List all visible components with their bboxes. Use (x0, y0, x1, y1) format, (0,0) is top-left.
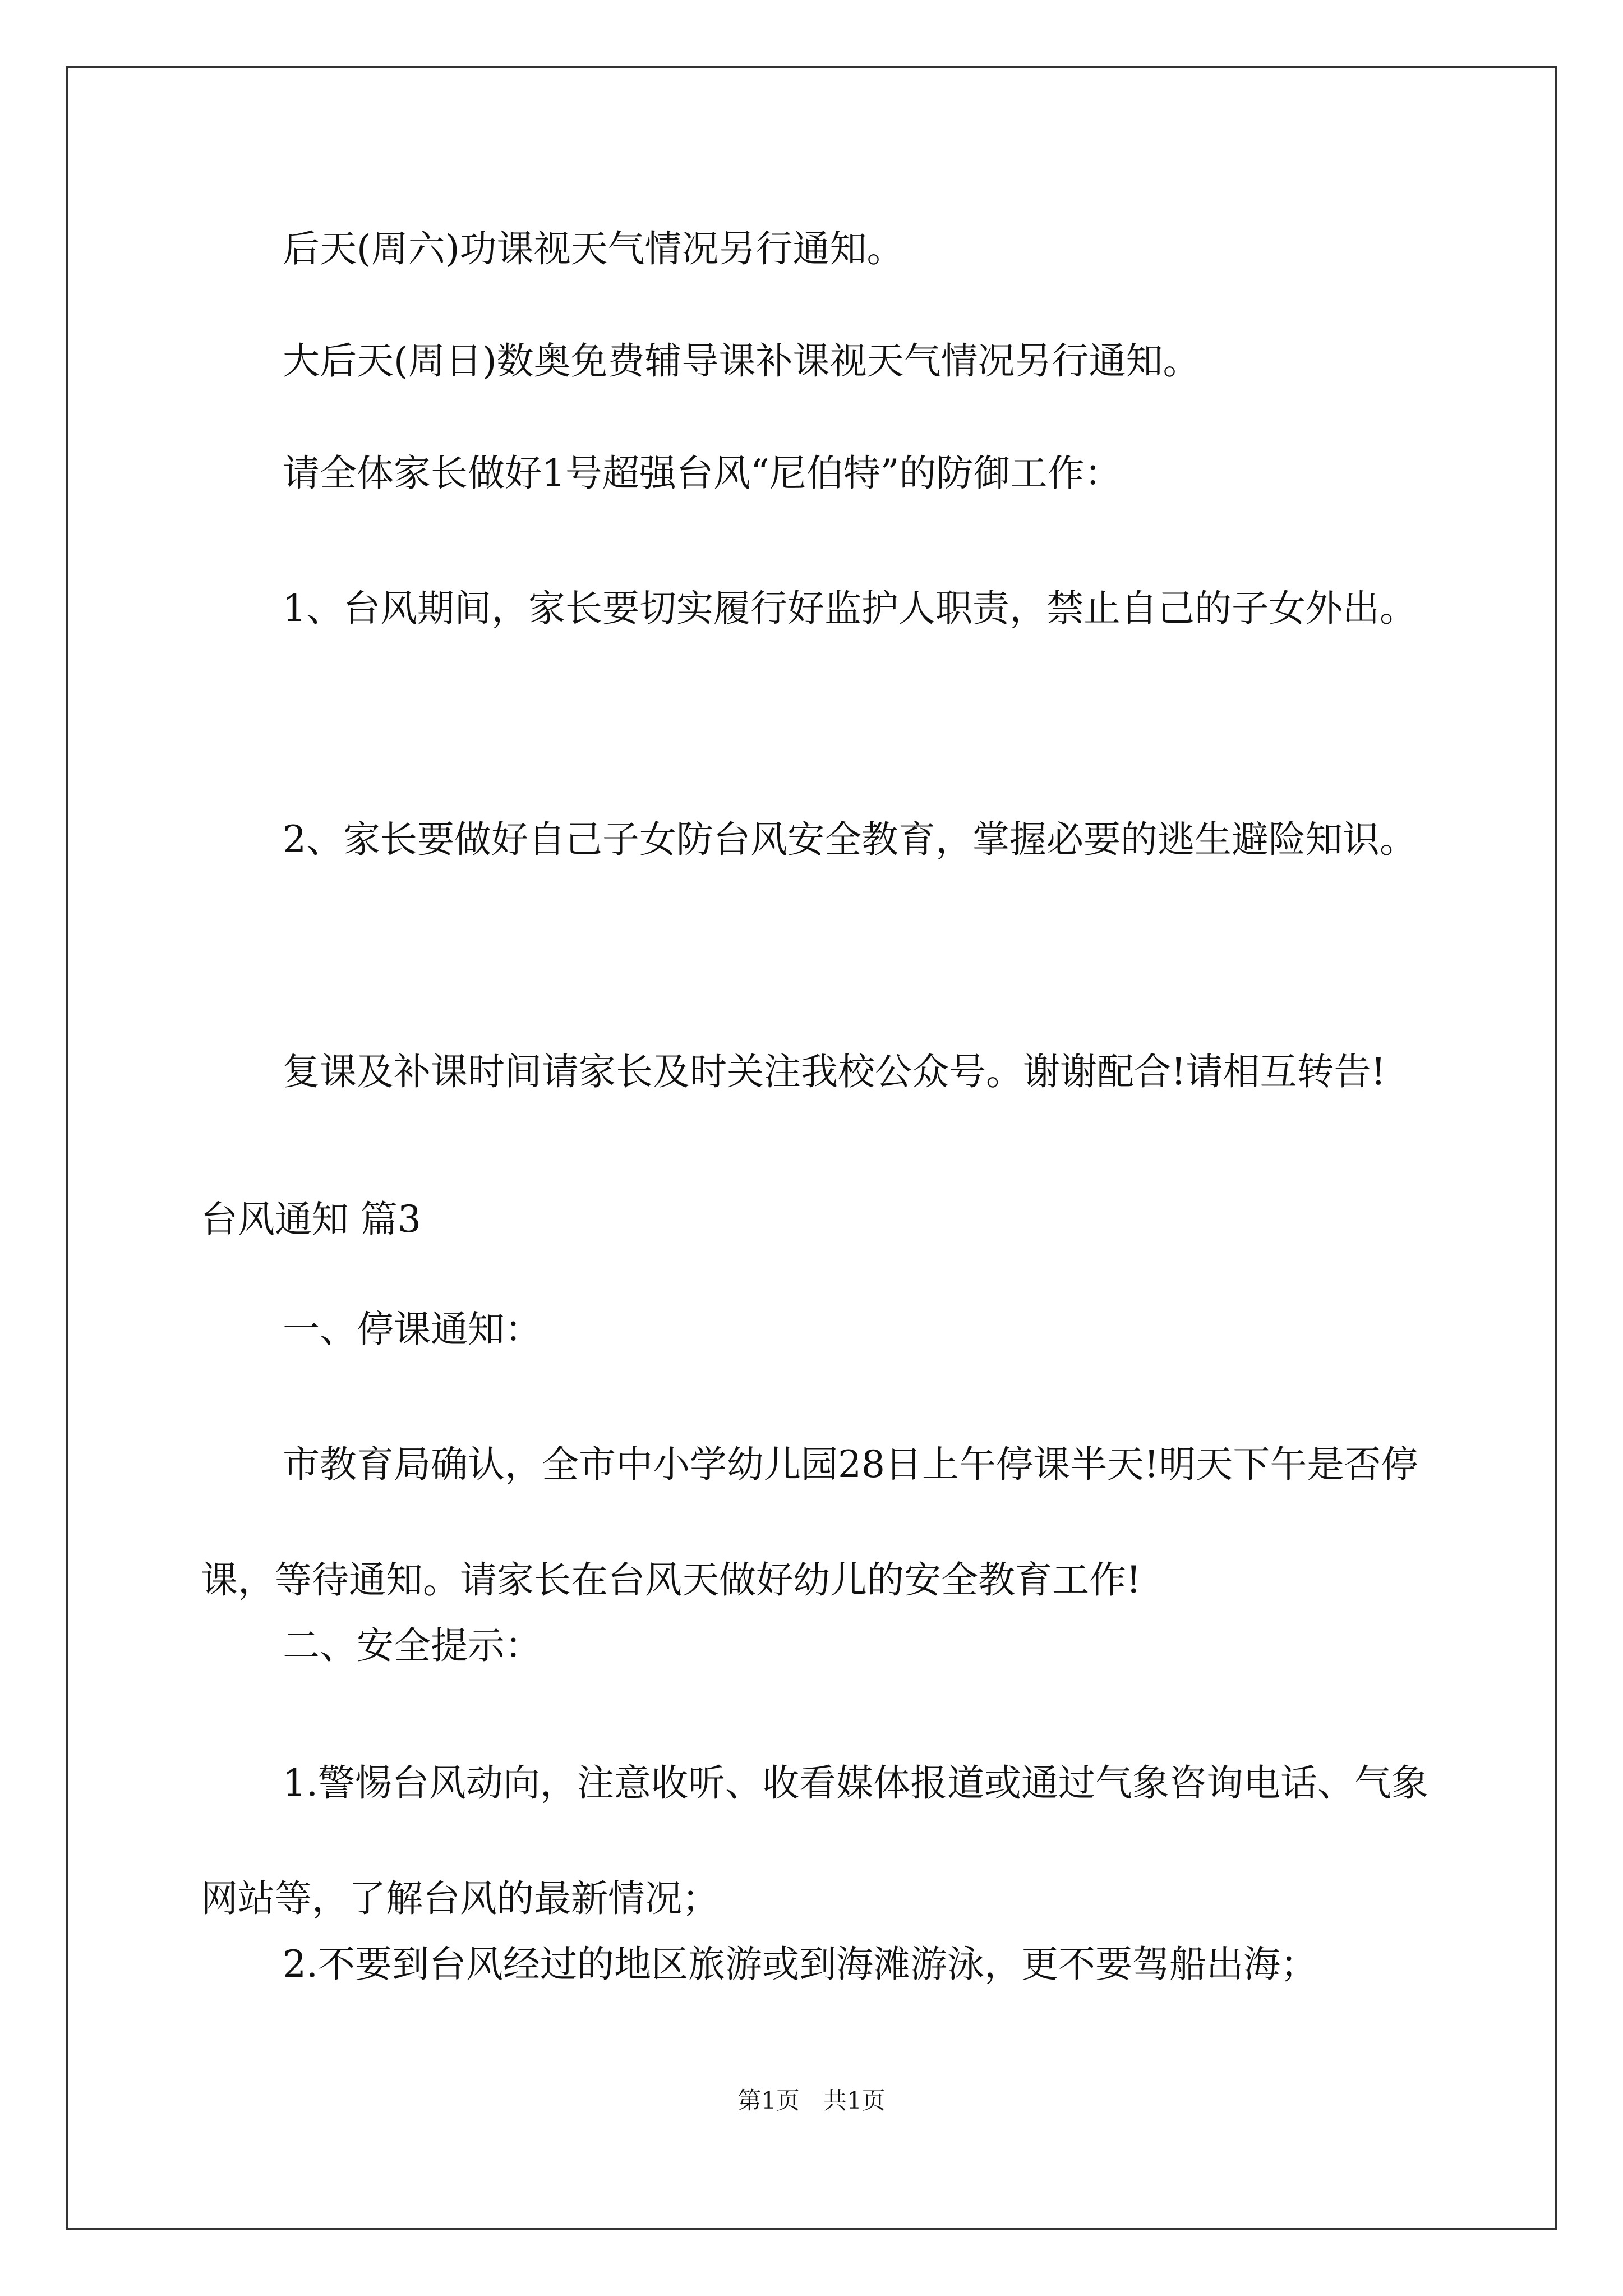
paragraph-weekend-sunday: 大后天(周日)数奥免费辅导课补课视天气情况另行通知。 (283, 339, 1200, 383)
paragraph-item-1: 1、台风期间，家长要切实履行好监护人职责，禁止自己的子女外出。 (283, 587, 1417, 630)
section-heading-part-3: 台风通知 篇3 (201, 1198, 421, 1241)
paragraph-parents-prepare: 请全体家长做好1号超强台风“尼伯特”的防御工作： (283, 452, 1122, 495)
page-footer: 第1页 共1页 (737, 2087, 886, 2114)
paragraph-weekend-saturday: 后天(周六)功课视天气情况另行通知。 (283, 227, 904, 270)
paragraph-reschedule-notice: 复课及补课时间请家长及时关注我校公众号。谢谢配合!请相互转告! (283, 1050, 1386, 1093)
subheading-safety-tips: 二、安全提示： (283, 1624, 542, 1667)
paragraph-item-2: 2、家长要做好自己子女防台风安全教育，掌握必要的逃生避险知识。 (283, 818, 1417, 861)
paragraph-safety-tip-2: 2.不要到台风经过的地区旅游或到海滩游泳，更不要驾船出海； (283, 1943, 1317, 1986)
paragraph-suspension-detail: 市教育局确认，全市中小学幼儿园28日上午停课半天!明天下午是否停课，等待通知。请家长在台风天做好幼儿的安全教育工作! (201, 1443, 1418, 1602)
subheading-suspension-notice: 一、停课通知： (283, 1308, 542, 1351)
paragraph-safety-tip-1: 1.警惕台风动向，注意收听、收看媒体报道或通过气象咨询电话、气象网站等，了解台风的最新情况； (201, 1761, 1428, 1920)
